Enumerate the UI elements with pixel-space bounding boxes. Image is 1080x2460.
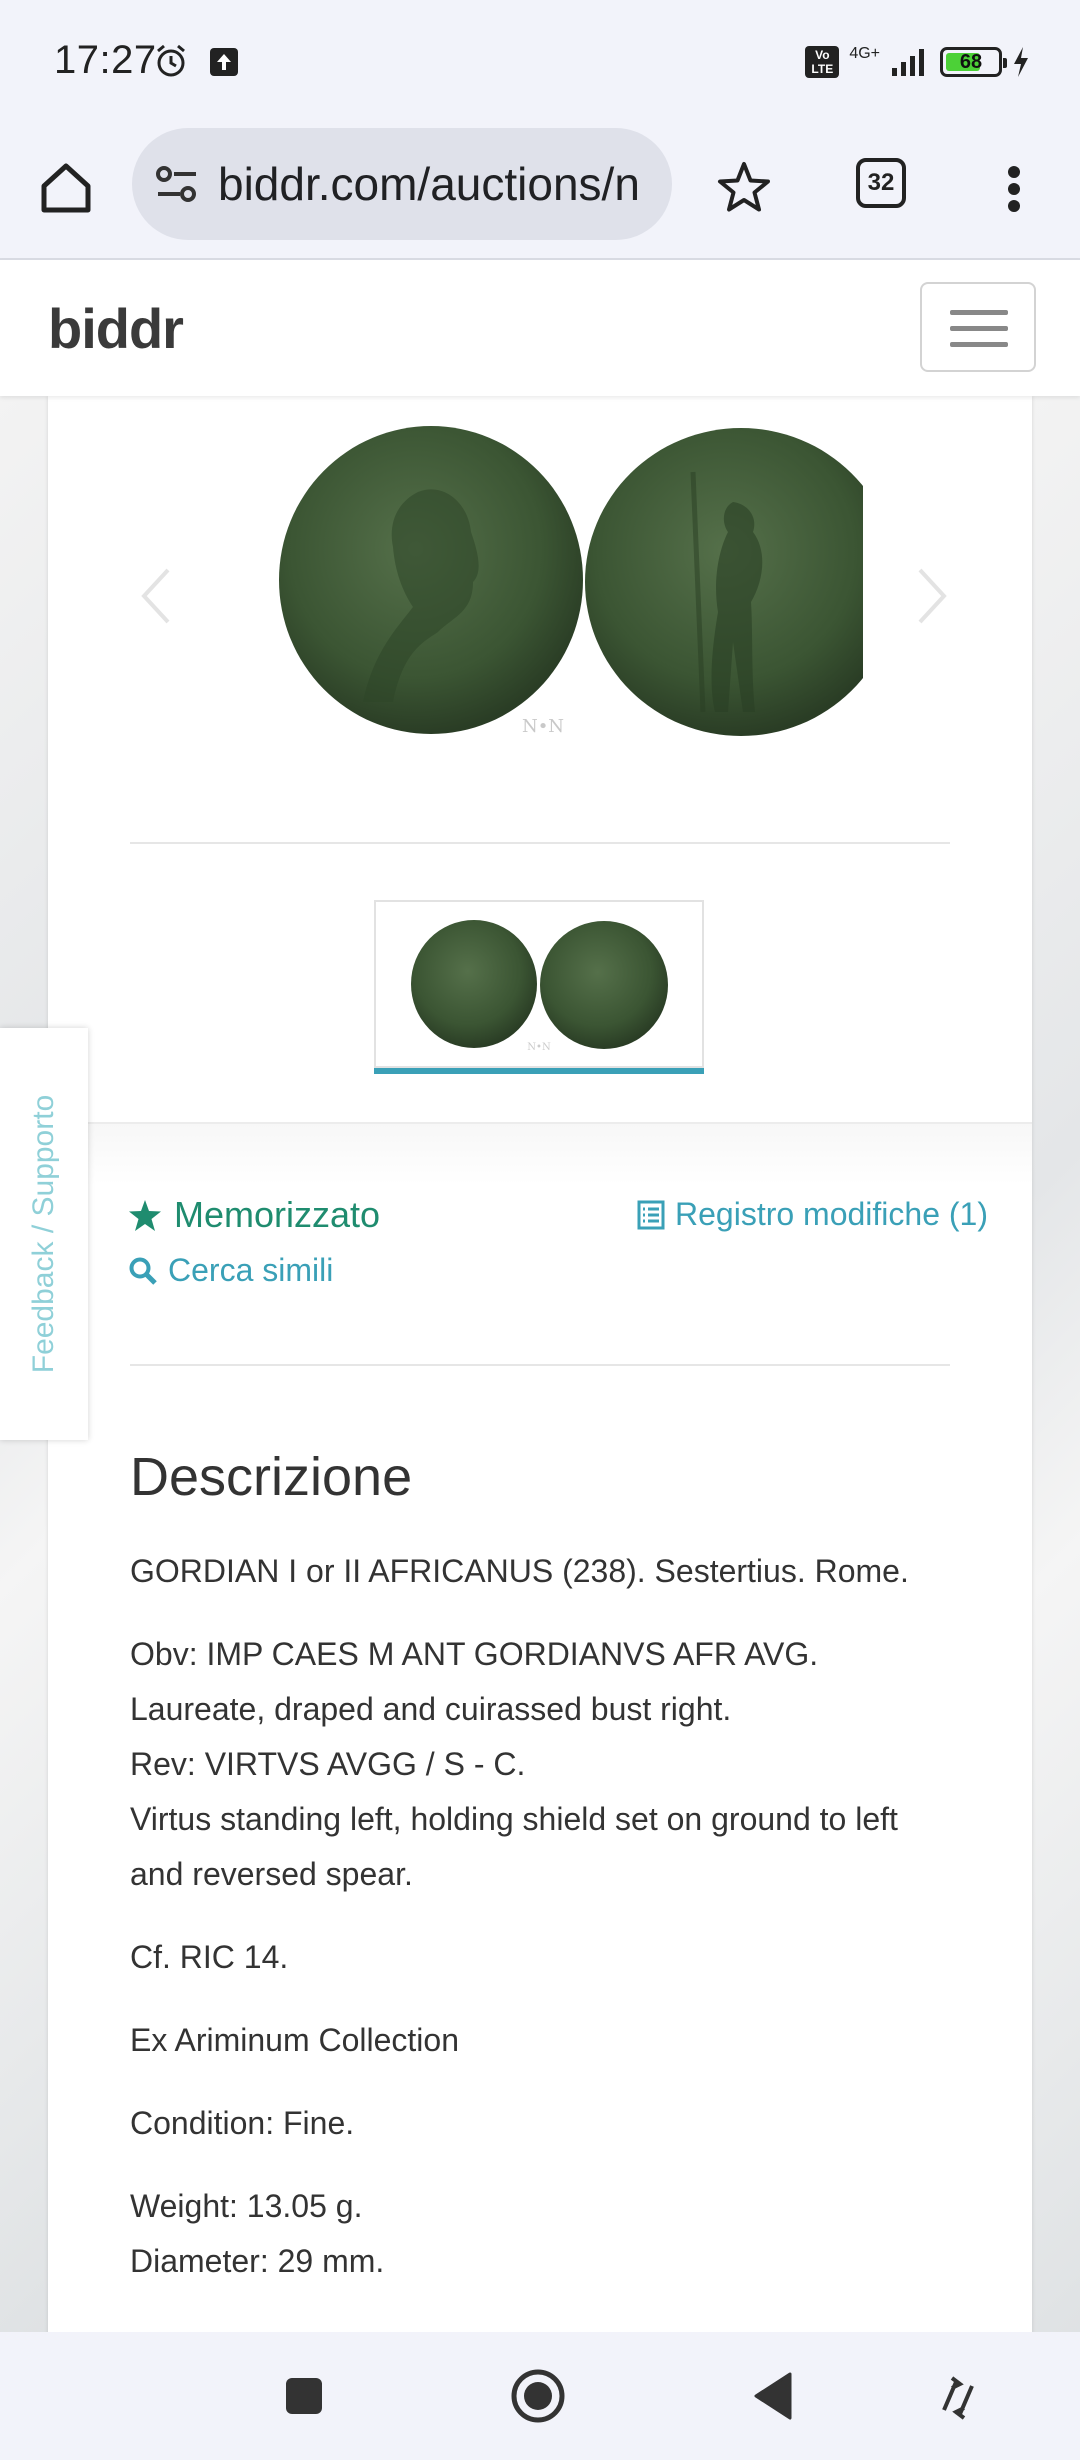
rotate-icon[interactable] (930, 2370, 986, 2426)
measurements (130, 2179, 960, 2289)
watermark-text: N•N (521, 716, 565, 737)
reverse-description: Virtus standing left, holding shield set on ground to left and reversed spear. (130, 1801, 898, 1892)
page-background-right (1032, 396, 1080, 2336)
bookmark-star-icon[interactable] (712, 156, 776, 220)
obverse-description: Laureate, draped and cuirassed bust right. (130, 1691, 732, 1727)
lot-card (48, 396, 1032, 2336)
image-gallery (48, 396, 1032, 1124)
chevron-left-icon[interactable] (128, 556, 188, 636)
search-similar-link[interactable] (128, 1252, 333, 1289)
hamburger-menu-button[interactable] (920, 282, 1036, 372)
url-bar[interactable] (132, 128, 672, 240)
site-header (0, 260, 1080, 396)
feedback-support-tab[interactable] (0, 1028, 88, 1440)
coin-image[interactable] (223, 412, 863, 752)
url-text[interactable]: biddr.com/auctions/n (218, 158, 640, 210)
memorized-button[interactable] (128, 1194, 380, 1236)
biddr-logo[interactable]: biddr (48, 297, 183, 360)
gallery-divider (130, 842, 950, 844)
actions-divider (130, 1364, 950, 1366)
upload-icon (208, 46, 240, 78)
change-log-label: Registro modifiche (1) (675, 1196, 988, 1232)
battery-level: 68 (959, 51, 983, 73)
signal-icon (890, 46, 930, 78)
reference: Cf. RIC 14. (130, 1939, 289, 1975)
description-obverse-reverse (130, 1627, 960, 1902)
lot-actions (48, 1124, 1032, 1374)
search-icon (128, 1256, 158, 1286)
browser-toolbar (0, 128, 1080, 260)
network-type: 4G+ (849, 45, 880, 62)
status-indicators (805, 44, 1030, 80)
change-log-link[interactable] (637, 1196, 988, 1233)
weight: Weight: 13.05 g. (130, 2188, 363, 2224)
volte-icon: Vo LTE (805, 46, 839, 78)
more-menu-icon[interactable] (1000, 156, 1030, 220)
thumb-watermark: N•N (527, 1042, 551, 1053)
battery-icon (940, 47, 1002, 77)
back-button[interactable] (750, 2370, 794, 2422)
home-icon[interactable] (34, 156, 98, 220)
memorized-label: Memorizzato (174, 1194, 381, 1235)
provenance: Ex Ariminum Collection (130, 2022, 459, 2058)
tab-switcher-button[interactable]: 32 (856, 158, 906, 208)
thumbnail-active-indicator (374, 1068, 704, 1074)
feedback-support-label: Feedback / Supporto (27, 1094, 60, 1374)
list-icon (637, 1200, 665, 1230)
alarm-icon (154, 44, 188, 78)
chevron-right-icon[interactable] (900, 556, 960, 636)
obverse-legend: Obv: IMP CAES M ANT GORDIANVS AFR AVG. (130, 1636, 819, 1672)
diameter: Diameter: 29 mm. (130, 2243, 385, 2279)
description-body (130, 1544, 960, 2317)
condition: Condition: Fine. (130, 2105, 355, 2141)
charging-icon (1012, 46, 1030, 78)
recent-apps-button[interactable] (286, 2378, 322, 2414)
reverse-legend: Rev: VIRTVS AVGG / S - C. (130, 1746, 526, 1782)
gallery-thumbnail[interactable] (374, 900, 704, 1068)
status-bar (0, 0, 1080, 128)
star-filled-icon (128, 1198, 162, 1232)
search-similar-label: Cerca simili (168, 1252, 334, 1288)
home-button[interactable] (510, 2368, 566, 2424)
description-title: Descrizione (130, 1447, 413, 1507)
site-settings-icon[interactable] (154, 161, 200, 207)
system-nav-bar (0, 2332, 1080, 2460)
description-line: GORDIAN I or II AFRICANUS (238). Sestertius. Rome. (130, 1553, 909, 1589)
status-time: 17:27 (54, 38, 157, 82)
